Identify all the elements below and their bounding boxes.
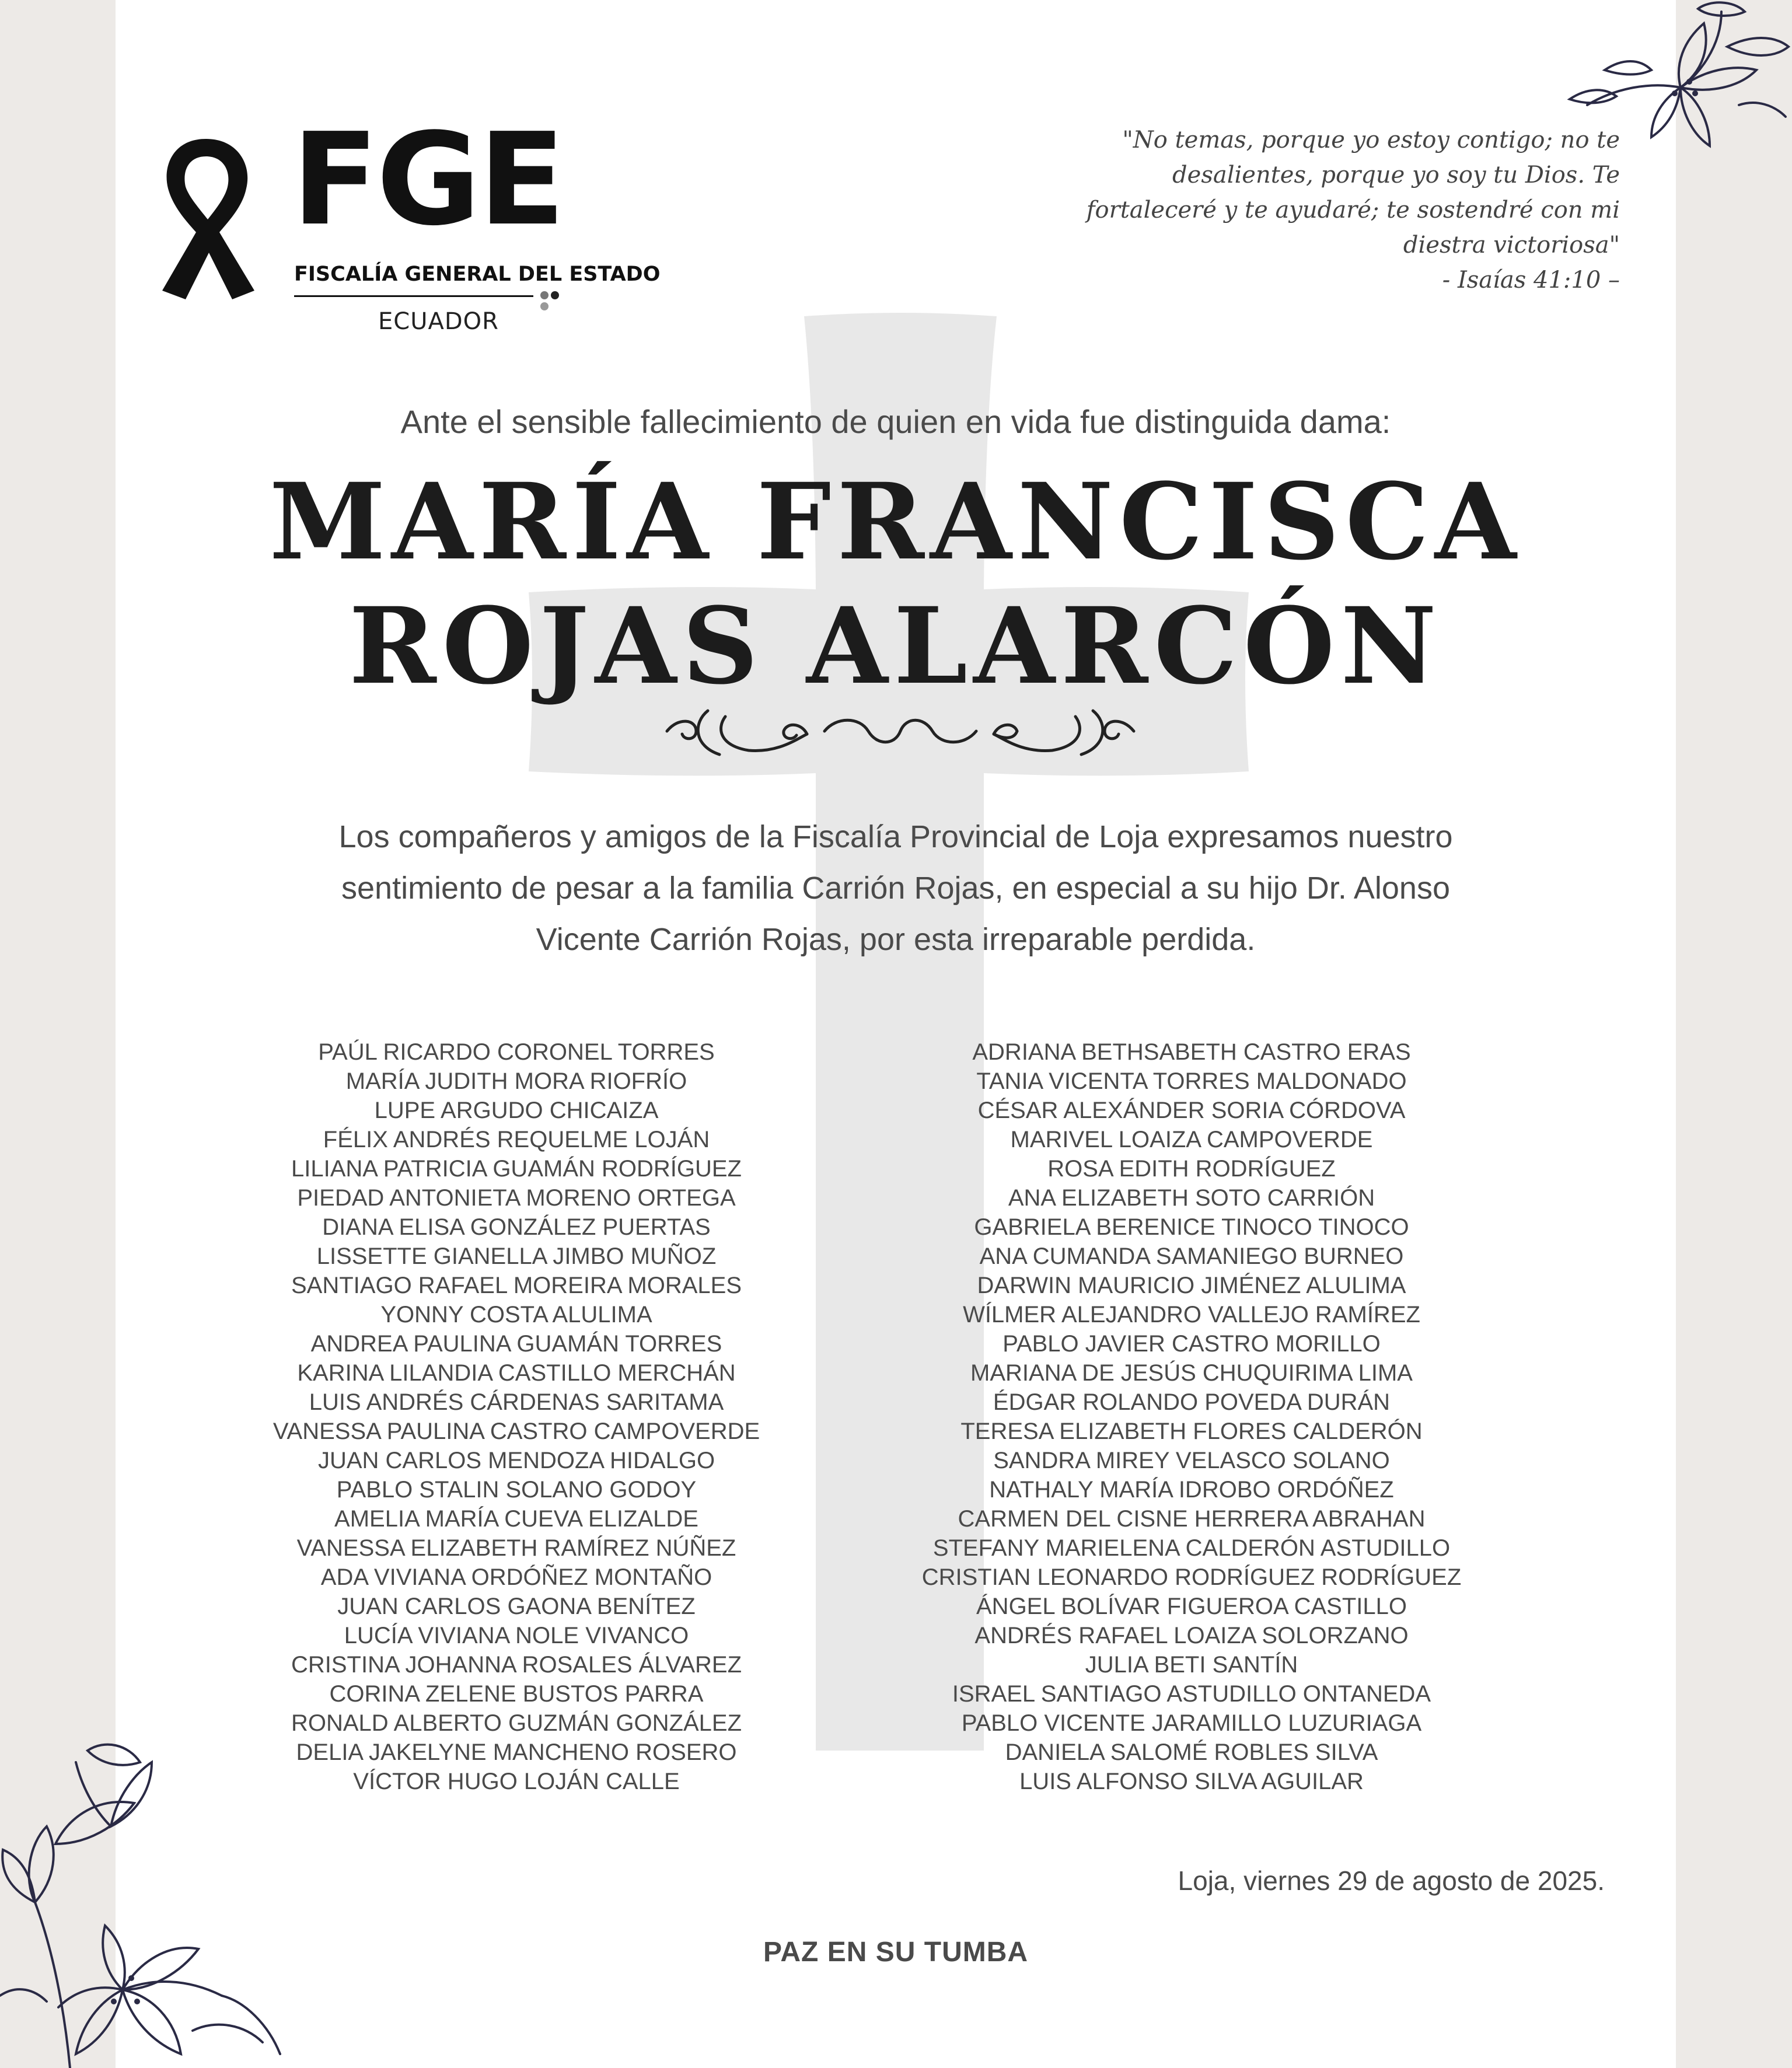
obituary-page <box>116 0 1676 2068</box>
signatory-name: ADRIANA BETHSABETH CASTRO ERAS <box>972 1039 1411 1065</box>
bible-quote <box>1048 123 1620 298</box>
signatory-name: RONALD ALBERTO GUZMÁN GONZÁLEZ <box>291 1710 742 1736</box>
signatories-right-column <box>900 1038 1483 1796</box>
signatory-name: CORINA ZELENE BUSTOS PARRA <box>329 1681 704 1707</box>
quote-line: diestra victoriosa" <box>1403 232 1620 258</box>
signatory-name: CRISTINA JOHANNA ROSALES ÁLVAREZ <box>291 1652 742 1678</box>
lily-flower-icon-top-right <box>1564 0 1792 158</box>
signatory-name: WÍLMER ALEJANDRO VALLEJO RAMÍREZ <box>963 1302 1420 1328</box>
signatory-name: PABLO VICENTE JARAMILLO LUZURIAGA <box>961 1710 1422 1736</box>
signatory-name: ADA VIVIANA ORDÓÑEZ MONTAÑO <box>320 1564 712 1590</box>
signatory-name: KARINA LILANDIA CASTILLO MERCHÁN <box>297 1360 736 1386</box>
signatory-name: DELIA JAKELYNE MANCHENO ROSERO <box>296 1739 737 1765</box>
signatory-name: SANTIAGO RAFAEL MOREIRA MORALES <box>291 1273 742 1298</box>
signatory-name: ÁNGEL BOLÍVAR FIGUEROA CASTILLO <box>976 1594 1407 1619</box>
quote-line: "No temas, porque yo estoy contigo; no te <box>1122 127 1620 153</box>
signatory-name: MARÍA JUDITH MORA RIOFRÍO <box>345 1068 687 1094</box>
signatory-name: JUAN CARLOS GAONA BENÍTEZ <box>337 1594 696 1619</box>
logo-acronym: FGE <box>292 106 563 254</box>
signatory-name: DIANA ELISA GONZÁLEZ PUERTAS <box>322 1214 711 1240</box>
message-line: sentimiento de pesar a la familia Carrión Rojas, en especial a su hijo Dr. Alonso <box>341 871 1450 906</box>
signatory-name: ANDREA PAULINA GUAMÁN TORRES <box>310 1331 722 1357</box>
signatory-name: VANESSA PAULINA CASTRO CAMPOVERDE <box>273 1419 760 1444</box>
signatory-name: SANDRA MIREY VELASCO SOLANO <box>993 1448 1390 1473</box>
signatory-name: PIEDAD ANTONIETA MORENO ORTEGA <box>297 1185 736 1211</box>
signatory-name: JUAN CARLOS MENDOZA HIDALGO <box>317 1448 715 1473</box>
signatory-name: LUIS ALFONSO SILVA AGUILAR <box>1019 1769 1364 1794</box>
intro-text: Ante el sensible fallecimiento de quien en vida fue distinguida dama: <box>400 403 1391 440</box>
signatory-name: TANIA VICENTA TORRES MALDONADO <box>976 1068 1407 1094</box>
condolence-message <box>232 811 1559 965</box>
lily-flower-icon-bottom-left <box>0 1727 303 2068</box>
signatories-left-column <box>225 1038 808 1796</box>
signatory-name: ISRAEL SANTIAGO ASTUDILLO ONTANEDA <box>952 1681 1431 1707</box>
signatory-name: YONNY COSTA ALULIMA <box>380 1302 652 1328</box>
quote-line: desalientes, porque yo soy tu Dios. Te <box>1172 162 1620 188</box>
signatory-name: PABLO JAVIER CASTRO MORILLO <box>1002 1331 1381 1357</box>
signatory-name: DANIELA SALOMÉ ROBLES SILVA <box>1005 1739 1378 1765</box>
signatory-name: LUCÍA VIVIANA NOLE VIVANCO <box>344 1623 689 1648</box>
signatory-name: LISSETTE GIANELLA JIMBO MUÑOZ <box>316 1243 717 1269</box>
signatory-name: CARMEN DEL CISNE HERRERA ABRAHAN <box>958 1506 1426 1532</box>
signatory-name: PABLO STALIN SOLANO GODOY <box>336 1477 697 1503</box>
signatory-name: ÉDGAR ROLANDO POVEDA DURÁN <box>993 1389 1391 1415</box>
signatory-name: NATHALY MARÍA IDROBO ORDÓÑEZ <box>989 1477 1394 1503</box>
quote-line: fortaleceré y te ayudaré; te sostendré con mi <box>1086 197 1620 223</box>
logo-country: ECUADOR <box>378 308 499 335</box>
logo-subtitle: FISCALÍA GENERAL DEL ESTADO <box>294 263 661 286</box>
signatory-name: ROSA EDITH RODRÍGUEZ <box>1047 1156 1336 1182</box>
signatory-name: CRISTIAN LEONARDO RODRÍGUEZ RODRÍGUEZ <box>921 1564 1462 1590</box>
mourning-ribbon-icon <box>151 133 261 302</box>
signatory-name: ANA CUMANDA SAMANIEGO BURNEO <box>979 1243 1404 1269</box>
signatory-name: VANESSA ELIZABETH RAMÍREZ NÚÑEZ <box>296 1535 736 1561</box>
signatory-name: PAÚL RICARDO CORONEL TORRES <box>318 1039 715 1065</box>
fge-logo <box>151 106 661 337</box>
deceased-name-line1: MARÍA FRANCISCA <box>269 460 1522 584</box>
logo-divider <box>294 295 533 297</box>
signatory-name: VÍCTOR HUGO LOJÁN CALLE <box>353 1769 680 1794</box>
signatory-name: JULIA BETI SANTÍN <box>1085 1652 1298 1678</box>
signatory-name: LUPE ARGUDO CHICAIZA <box>374 1098 659 1123</box>
signatory-name: ANA ELIZABETH SOTO CARRIÓN <box>1008 1185 1375 1211</box>
signatory-name: CÉSAR ALEXÁNDER SORIA CÓRDOVA <box>977 1098 1406 1123</box>
signatory-name: DARWIN MAURICIO JIMÉNEZ ALULIMA <box>977 1273 1406 1298</box>
quote-citation: - Isaías 41:10 – <box>1442 267 1620 294</box>
signatory-name: GABRIELA BERENICE TINOCO TINOCO <box>974 1214 1409 1240</box>
signatory-name: AMELIA MARÍA CUEVA ELIZALDE <box>334 1506 698 1532</box>
date-line: Loja, viernes 29 de agosto de 2025. <box>1178 1866 1605 1896</box>
logo-dots <box>540 291 571 313</box>
signatory-name: FÉLIX ANDRÉS REQUELME LOJÁN <box>323 1127 710 1152</box>
deceased-name-line2: ROJAS ALARCÓN <box>349 585 1442 708</box>
signatory-name: MARIANA DE JESÚS CHUQUIRIMA LIMA <box>970 1360 1413 1386</box>
signatory-name: MARIVEL LOAIZA CAMPOVERDE <box>1010 1127 1373 1152</box>
signatory-name: LUIS ANDRÉS CÁRDENAS SARITAMA <box>309 1389 724 1415</box>
signatory-name: STEFANY MARIELENA CALDERÓN ASTUDILLO <box>932 1535 1451 1561</box>
signatory-name: TERESA ELIZABETH FLORES CALDERÓN <box>960 1419 1423 1444</box>
flourish-divider-icon <box>661 699 1140 763</box>
closing-text: PAZ EN SU TUMBA <box>763 1937 1029 1968</box>
signatory-name: ANDRÉS RAFAEL LOAIZA SOLORZANO <box>974 1623 1409 1648</box>
message-line: Vicente Carrión Rojas, por esta irreparable perdida. <box>536 922 1256 957</box>
signatory-name: LILIANA PATRICIA GUAMÁN RODRÍGUEZ <box>291 1156 742 1182</box>
message-line: Los compañeros y amigos de la Fiscalía Provincial de Loja expresamos nuestro <box>338 819 1453 854</box>
